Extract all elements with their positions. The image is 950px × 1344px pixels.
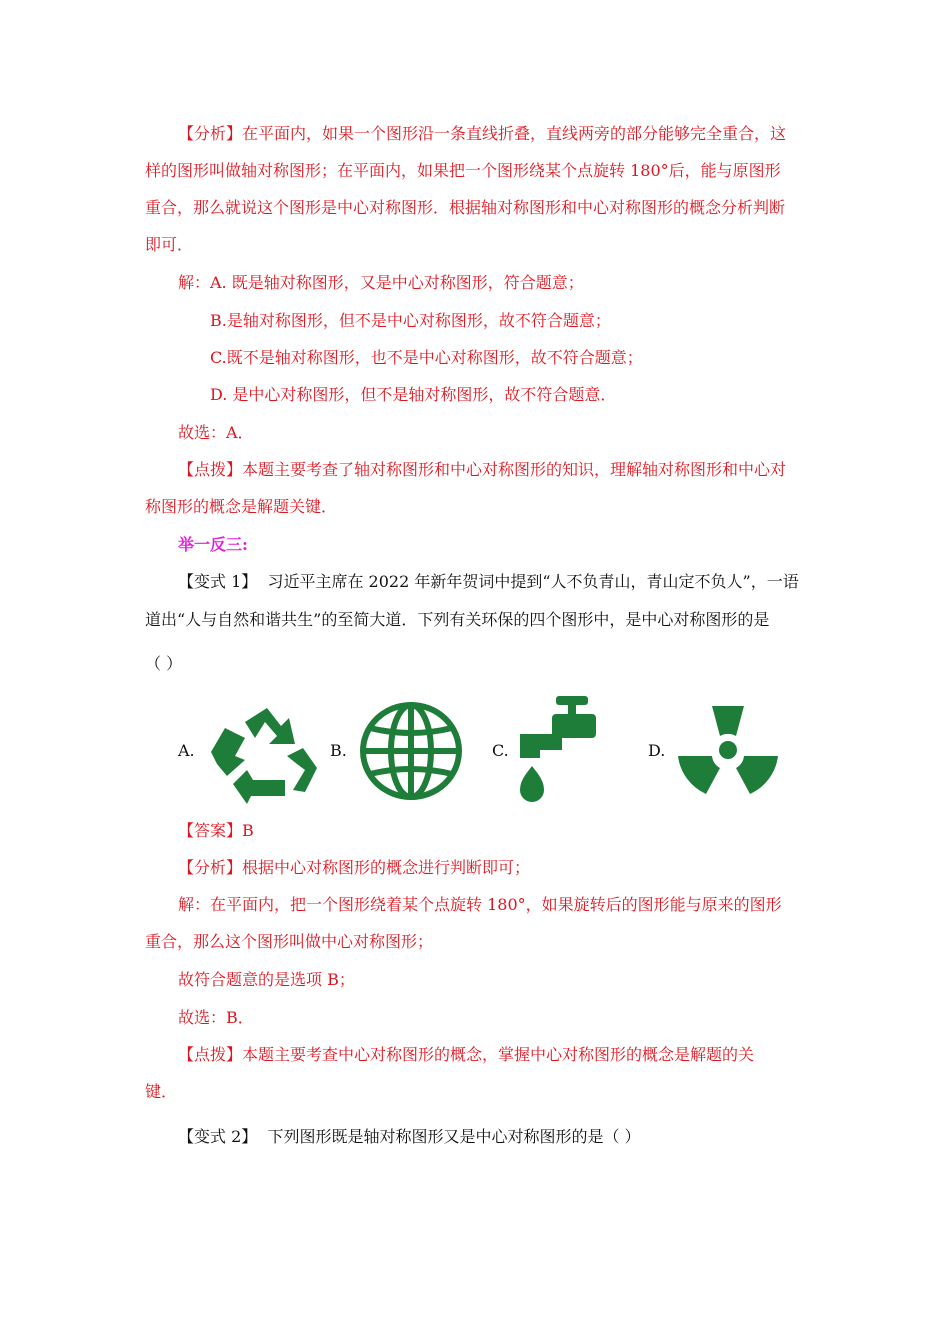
answer-line (178, 821, 254, 841)
analysis-text: 在平面内，如果一个图形沿一条直线折叠，直线两旁的部分能够完全重合，这 (242, 124, 787, 143)
variant1-tip-tag: 【点拨】 (178, 1045, 243, 1064)
section-title: 举一反三: (178, 535, 248, 554)
option-b-label: B. (330, 741, 347, 760)
tip-line-2: 称图形的概念是解题关键． (145, 497, 338, 516)
variant1-choice: 故选：B． (178, 1008, 254, 1027)
variant2-text: 下列图形既是轴对称图形又是中心对称图形的是（ ） (267, 1127, 641, 1146)
answer-value: B (242, 821, 254, 840)
variant1-analysis-text: 根据中心对称图形的概念进行判断即可； (242, 858, 531, 877)
option-c-label: C. (492, 741, 509, 760)
tip-tag: 【点拨】 (178, 460, 243, 479)
analysis-tag: 【分析】 (178, 124, 243, 143)
variant1-line-2: 道出“人与自然和谐共生”的至简大道．下列有关环保的四个图形中，是中心对称图形的是 (145, 610, 770, 629)
solution-choice: 故选：A． (178, 423, 254, 442)
variant1-tip-line-2: 键． (145, 1082, 178, 1101)
tip-line-1 (178, 460, 786, 480)
analysis-line-2: 样的图形叫做轴对称图形；在平面内，如果把一个图形绕某个点旋转 180°后，能与原图形 (145, 161, 781, 180)
analysis-line-1 (178, 124, 786, 144)
option-a-label: A. (178, 741, 195, 760)
solution-a: 解：A. 既是轴对称图形，又是中心对称图形，符合题意； (178, 273, 584, 292)
answer-tag: 【答案】 (178, 821, 243, 840)
variant1-line-1 (178, 572, 799, 592)
variant1-solution-line-3: 故符合题意的是选项 B； (178, 970, 355, 989)
variant1-solution-line-2: 重合，那么这个图形叫做中心对称图形； (145, 932, 434, 951)
analysis-line-3: 重合，那么就说这个图形是中心对称图形．根据轴对称图形和中心对称图形的概念分析判断 (145, 198, 786, 217)
recycle-icon (205, 700, 325, 804)
variant2-line (178, 1127, 641, 1147)
variant1-analysis-line (178, 858, 530, 878)
radiation-icon (676, 702, 780, 798)
analysis-line-4: 即可． (145, 235, 194, 254)
variant1-text: 习近平主席在 2022 年新年贺词中提到“人不负青山，青山定不负人”，一语 (267, 572, 799, 591)
solution-c: C.既不是轴对称图形，也不是中心对称图形，故不符合题意； (210, 348, 643, 367)
variant1-paren: （ ） (145, 654, 183, 673)
solution-b: B.是轴对称图形，但不是中心对称图形，故不符合题意； (210, 311, 611, 330)
variant1-tip-line-1 (178, 1045, 754, 1065)
tip-text: 本题主要考查了轴对称图形和中心对称图形的知识，理解轴对称图形和中心对 (242, 460, 787, 479)
variant1-tip-text: 本题主要考查中心对称图形的概念，掌握中心对称图形的概念是解题的关 (242, 1045, 755, 1064)
variant1-tag: 【变式 1】 (178, 572, 258, 591)
variant1-analysis-tag: 【分析】 (178, 858, 243, 877)
variant1-solution-line-1: 解：在平面内，把一个图形绕着某个点旋转 180°，如果旋转后的图形能与原来的图形 (178, 895, 782, 914)
globe-icon (358, 700, 464, 802)
variant2-tag: 【变式 2】 (178, 1127, 258, 1146)
solution-d: D. 是中心对称图形，但不是轴对称图形，故不符合题意． (210, 385, 617, 404)
option-d-label: D. (648, 741, 666, 760)
water-tap-icon (518, 694, 596, 806)
